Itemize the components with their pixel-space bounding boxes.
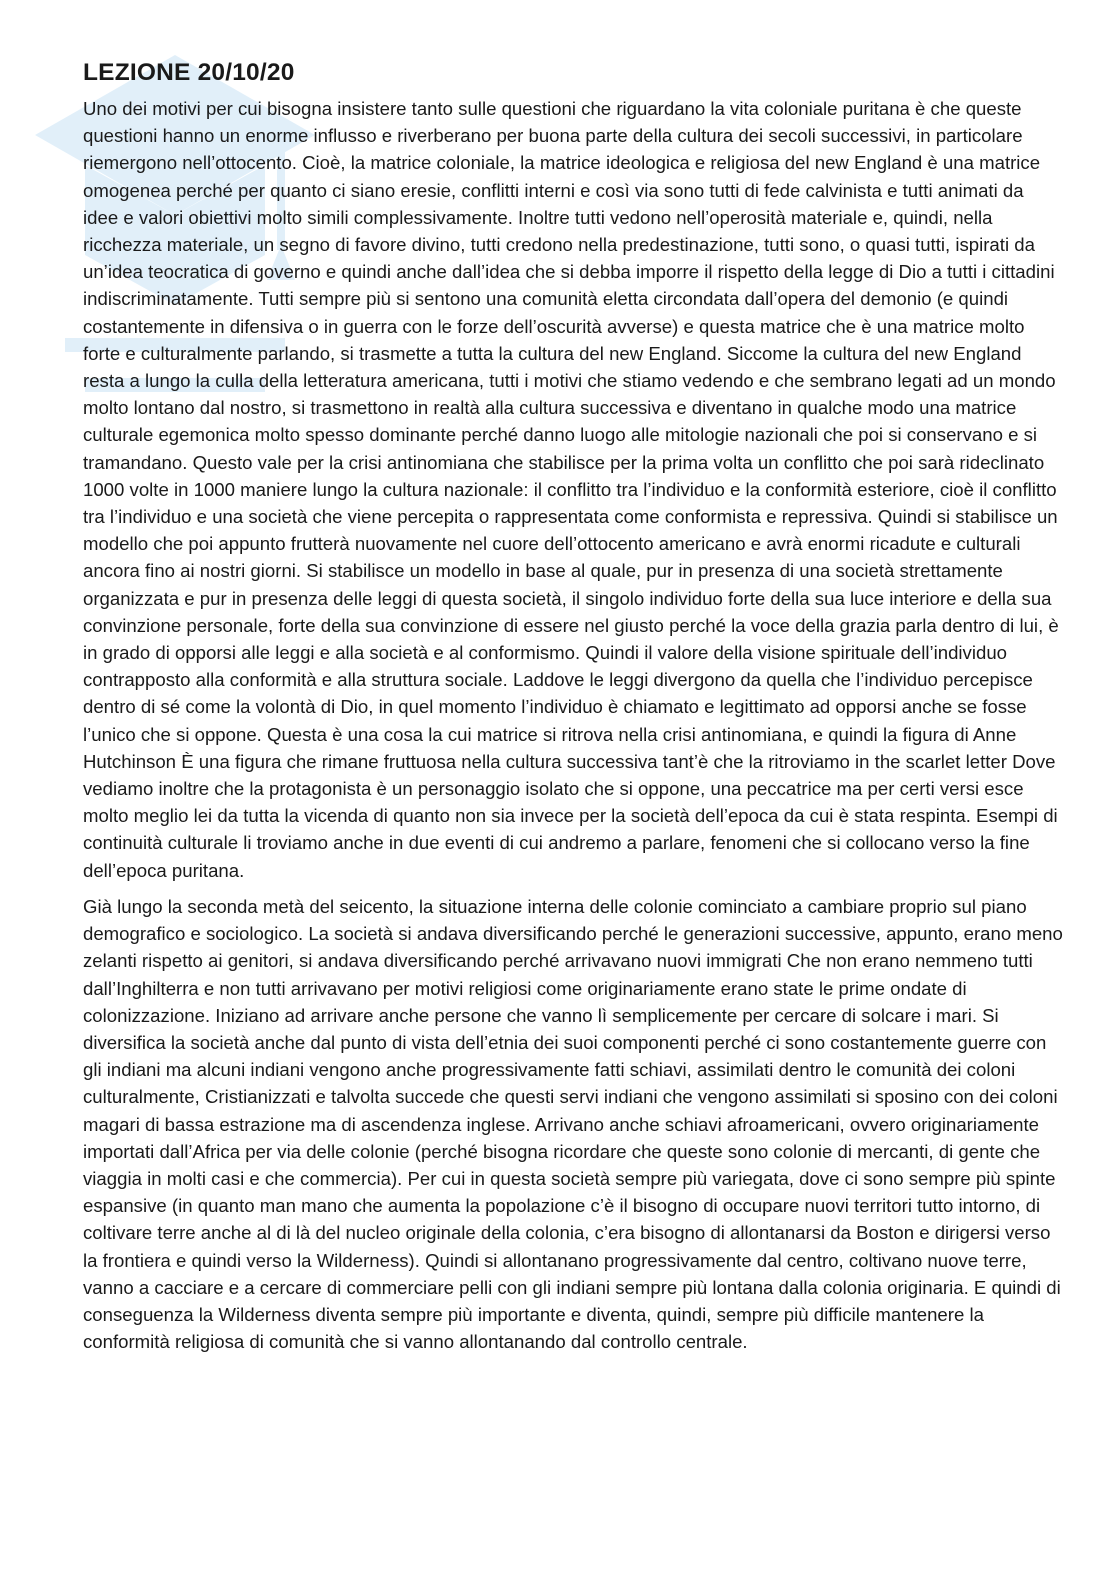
- document-page: [83, 56, 1063, 1355]
- page-title: LEZIONE 20/10/20: [83, 59, 295, 86]
- paragraph-2: Già lungo la seconda metà del seicento, la situazione interna delle colonie cominciato a cambiare proprio sul piano demografico e sociologico. La società si andava diversificando perché le generazioni successive, appunto, erano meno zelanti rispetto ai genitori, si andava diversificando perché arrivavano nuovi immigrati Che non erano nemmeno tutti dall’Inghilterra e non tutti arrivavano per motivi religiosi come originariamente erano state le prime ondate di colonizzazione. Iniziano ad arrivare anche persone che vanno lì semplicemente per cercare di solcare i mari. Si diversifica la società anche dal punto di vista dell’etnia dei suoi componenti perché ci sono costantemente guerre con gli indiani ma alcuni indiani vengono anche progressivamente fatti schiavi, assimilati dentro le comunità dei coloni culturalmente, Cristianizzati e talvolta succede che questi servi indiani che vengono assimilati si sposino con dei coloni magari di bassa estrazione ma di ascendenza inglese. Arrivano anche schiavi afroamericani, ovvero originariamente importati dall’Africa per via delle colonie (perché bisogna ricordare che queste sono colonie di mercanti, di gente che viaggia in molti casi e che commercia). Per cui in questa società sempre più variegata, dove ci sono sempre più spinte espansive (in quanto man mano che aumenta la popolazione c’è il bisogno di occupare nuovi territori tutto intorno, di coltivare terre anche al di là del nucleo originale della colonia, c’era bisogno di allontanarsi da Boston e dirigersi verso la frontiera e quindi verso la Wilderness). Quindi si allontanano progressivamente dal centro, coltivano nuove terre, vanno a cacciare e a cercare di commerciare pelli con gli indiani sempre più lontana dalla colonia originaria. E quindi di conseguenza la Wilderness diventa sempre più importante e diventa, quindi, sempre più difficile mantenere la conformità religiosa di comunità che si vanno allontanando dal controllo centrale.: [83, 895, 1063, 1353]
- paragraph-1: Uno dei motivi per cui bisogna insistere tanto sulle questioni che riguardano la vita coloniale puritana è che queste questioni hanno un enorme influsso e riverberano per buona parte della cultura dei secoli successivi, in particolare riemergono nell’ottocento. Cioè, la matrice coloniale, la matrice ideologica e religiosa del new England è una matrice omogenea perché per quanto ci siano eresie, conflitti interni e così via sono tutti di fede calvinista e tutti animati da idee e valori obiettivi molto simili complessivamente. Inoltre tutti vedono nell’operosità materiale e, quindi, nella ricchezza materiale, un segno di favore divino, tutti credono nella predestinazione, tutti sono, o quasi tutti, ispirati da un’idea teocratica di governo e quindi anche dall’idea che si debba imporre il rispetto della legge di Dio a tutti i cittadini indiscriminatamente. Tutti sempre più si sentono una comunità eletta circondata dall’opera del demonio (e quindi costantemente in difensiva o in guerra con le forze dell’oscurità avverse) e questa matrice che è una matrice molto forte e culturalmente parlando, si trasmette a tutta la cultura del new England. Siccome la cultura del new England resta a lungo la culla della letteratura americana, tutti i motivi che stiamo vedendo e che sembrano legati ad un mondo molto lontano dal nostro, si trasmettono in realtà alla cultura successiva e diventano in qualche modo una matrice culturale egemonica molto spesso dominante perché danno luogo alle mitologie nazionali che poi si conservano e si tramandano. Questo vale per la crisi antinomiana che stabilisce per la prima volta un conflitto che poi sarà rideclinato 1000 volte in 1000 maniere lungo la cultura nazionale: il conflitto tra l’individuo e la conformità esteriore, cioè il conflitto tra l’individuo e una società che viene percepita o rappresentata come conformista e repressiva. Quindi si stabilisce un modello che poi appunto frutterà nuovamente nel cuore dell’ottocento americano e avrà enormi ricadute e culturali ancora fino ai nostri giorni. Si stabilisce un modello in base al quale, pur in presenza di una società strettamente organizzata e pur in presenza delle leggi di questa società, il singolo individuo forte della sua luce interiore e della sua convinzione personale, forte della sua convinzione di essere nel giusto perché la voce della grazia parla dentro di lui, è in grado di opporsi alle leggi e alla società e al conformismo. Quindi il valore della visione spirituale dell’individuo contrapposto alla conformità e alla struttura sociale. Laddove le leggi divergono da quella che l’individuo percepisce dentro di sé come la volontà di Dio, in quel momento l’individuo è chiamato e legittimato ad opporsi anche se fosse l’unico che si oppone. Questa è una cosa la cui matrice si ritrova nella crisi antinomiana, e quindi la figura di Anne Hutchinson È una figura che rimane fruttuosa nella cultura successiva tant’è che la ritroviamo in the scarlet letter Dove vediamo inoltre che la protagonista è un personaggio isolato che si oppone, una peccatrice ma per certi versi esce molto meglio lei da tutta la vicenda di quanto non sia invece per la società dell’epoca da cui è stata respinta. Esempi di continuità culturale li troviamo anche in due eventi di cui andremo a parlare, fenomeni che si collocano verso la fine dell’epoca puritana.: [83, 98, 1059, 881]
